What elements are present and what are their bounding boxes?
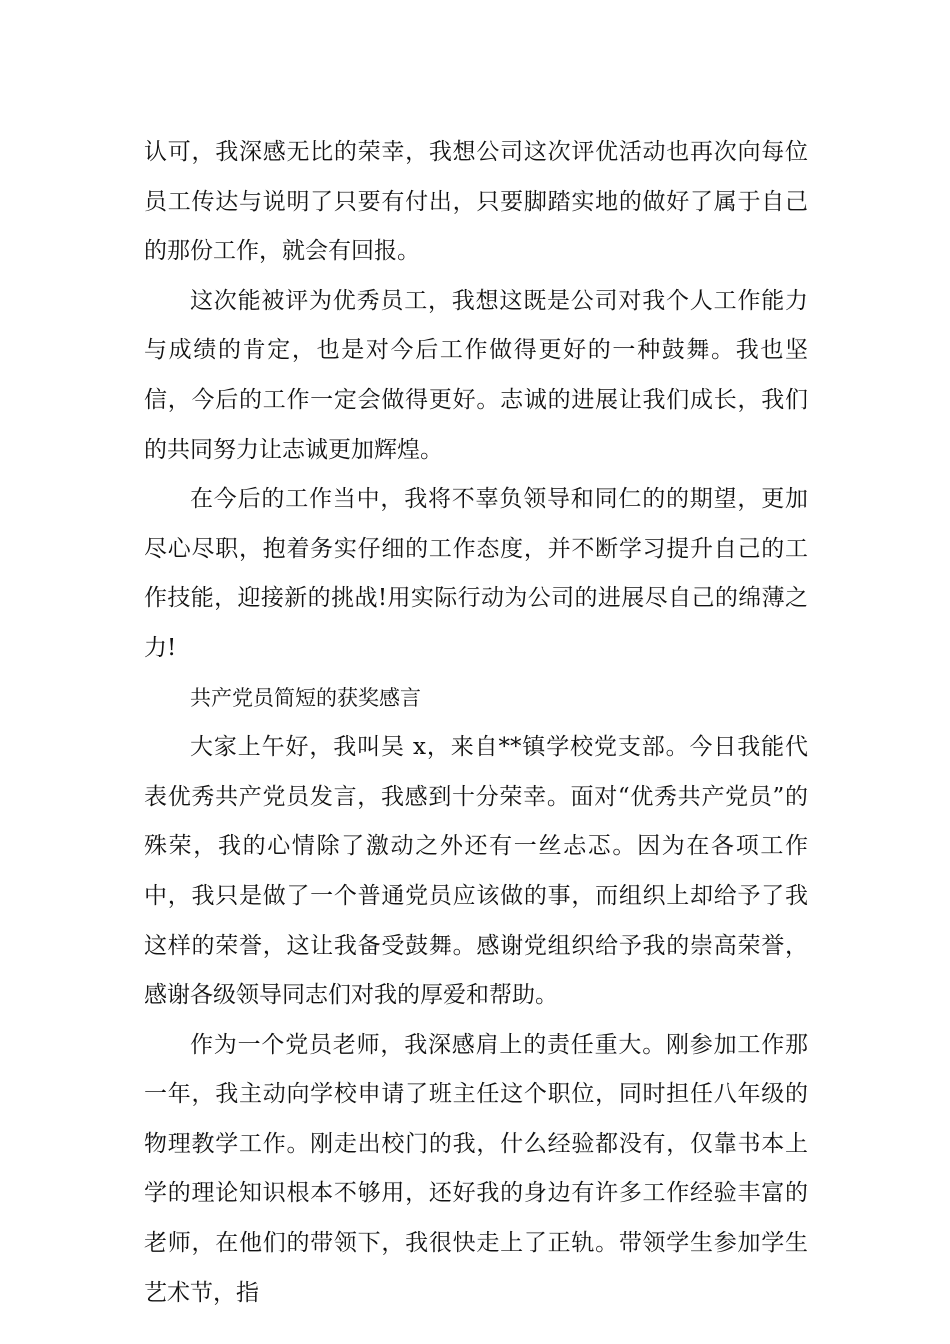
paragraph-excellent-employee: 这次能被评为优秀员工，我想这既是公司对我个人工作能力与成绩的肯定，也是对今后工作做得更好的一种鼓舞。我也坚信，今后的工作一定会做得更好。志诚的进展让我们成长，我们的共同努力让志诚更加辉煌。 [144, 287, 808, 463]
paragraph-continuation: 认可，我深感无比的荣幸，我想公司这次评优活动也再次向每位员工传达与说明了只要有付出，只要脚踏实地的做好了属于自己的那份工作，就会有回报。 [144, 139, 808, 265]
paragraph-teacher-duty: 作为一个党员老师，我深感肩上的责任重大。刚参加工作那一年，我主动向学校申请了班主任这个职位，同时担任八年级的物理教学工作。刚走出校门的我，什么经验都没有，仅靠书本上学的理论知识根本不够用，还好我的身边有许多工作经验丰富的老师，在他们的带领下，我很快走上了正轨。带领学生参加学生艺术节，指 [144, 1031, 808, 1306]
document-body [144, 128, 808, 1318]
paragraph-introduction: 大家上午好，我叫吴 x，来自**镇学校党支部。今日我能代表优秀共产党员发言，我感到十分荣幸。面对“优秀共产党员”的殊荣，我的心情除了激动之外还有一丝忐忑。因为在各项工作中，我只是做了一个普通党员应该做的事，而组织上却给予了我这样的荣誉，这让我备受鼓舞。感谢党组织给予我的崇高荣誉，感谢各级领导同志们对我的厚爱和帮助。 [144, 734, 808, 1009]
paragraph-future-work: 在今后的工作当中，我将不辜负领导和同仁的的期望，更加尽心尽职，抱着务实仔细的工作态度，并不断学习提升自己的工作技能，迎接新的挑战!用实际行动为公司的进展尽自己的绵薄之力! [144, 486, 808, 661]
section-heading: 共产党员简短的获奖感言 [190, 685, 421, 710]
